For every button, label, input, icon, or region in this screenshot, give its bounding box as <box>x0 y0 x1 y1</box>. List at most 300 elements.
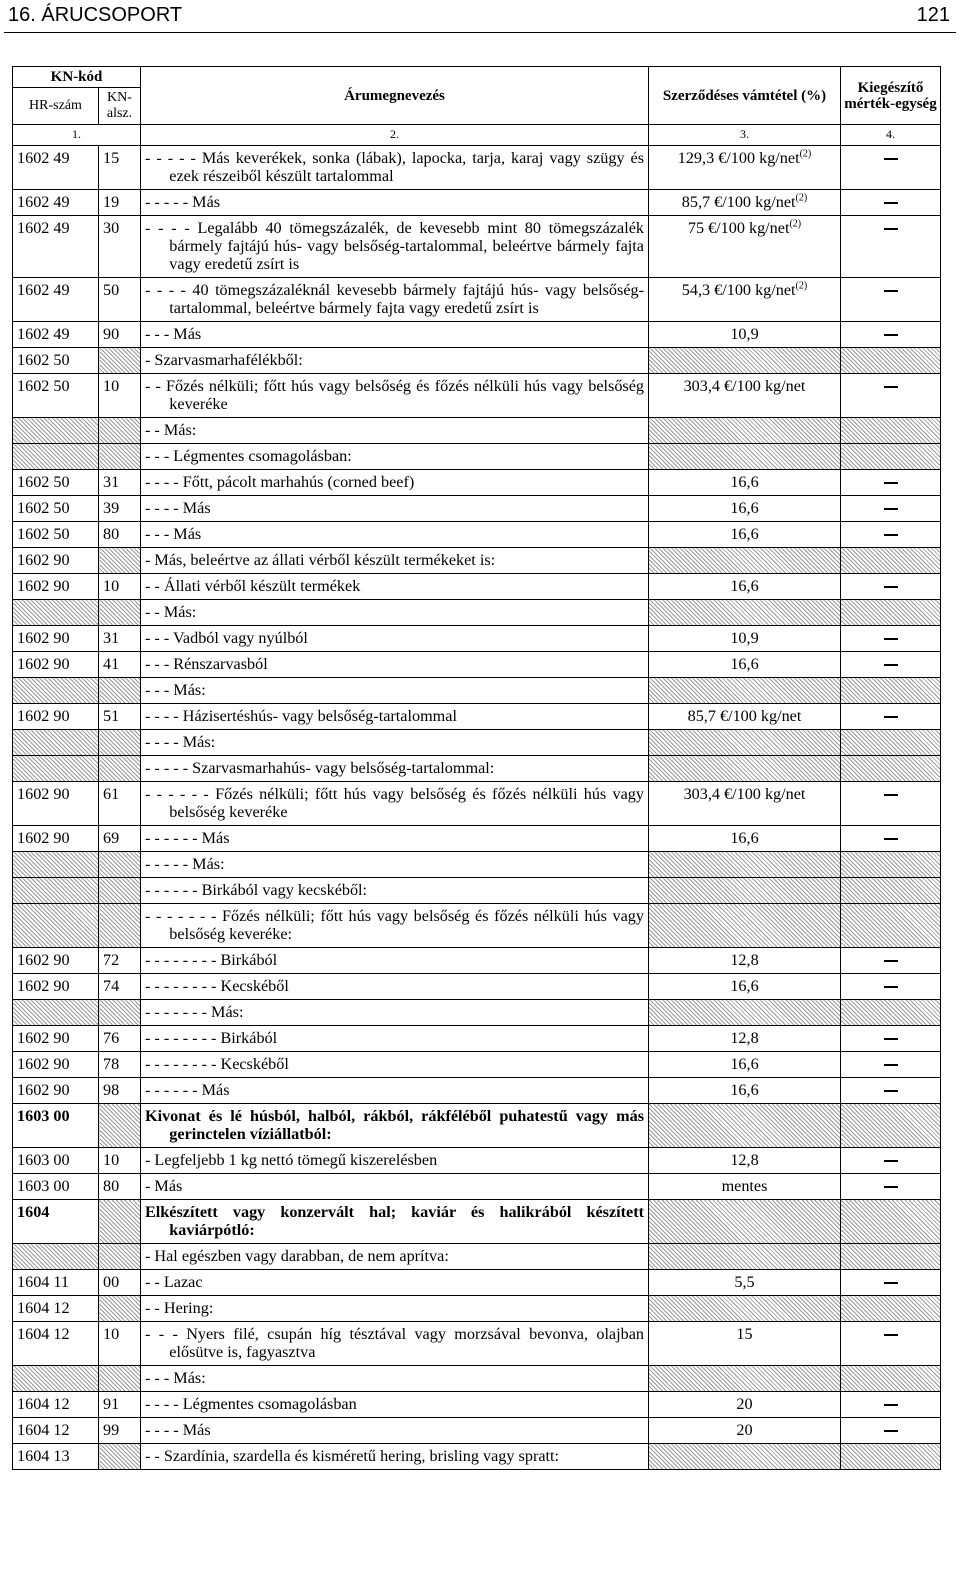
kn-sub-cell: 80 <box>99 522 141 548</box>
description-cell <box>141 826 649 852</box>
dash-mark <box>884 638 898 640</box>
description-text: - - - - - - Főzés nélküli; főtt hús vagy belsőség és főzés nélküli hús vagy belsőség keveréke <box>145 785 644 821</box>
duty-cell <box>649 1174 841 1200</box>
unit-cell <box>841 1322 941 1366</box>
kn-sub-cell <box>99 1244 141 1270</box>
duty-cell <box>649 374 841 418</box>
description-text: - - - - - - Más <box>145 1081 230 1099</box>
dash-mark <box>884 1404 898 1406</box>
table-row <box>13 878 941 904</box>
kn-sub-cell: 80 <box>99 1174 141 1200</box>
description-cell <box>141 1418 649 1444</box>
dash-mark <box>884 334 898 336</box>
description-cell <box>141 904 649 948</box>
footnote-ref: (2) <box>789 218 802 230</box>
description-text: - - - Rénszarvasból <box>145 655 268 673</box>
description-cell <box>141 216 649 278</box>
duty-cell <box>649 418 841 444</box>
description-text: Elkészített vagy konzervált hal; kaviár és halikrából készített kaviárpótló: <box>145 1203 644 1239</box>
unit-cell <box>841 1078 941 1104</box>
description-cell <box>141 322 649 348</box>
description-text: - - - Más: <box>145 1369 206 1387</box>
duty-cell <box>649 1078 841 1104</box>
description-text: - - - - - Más: <box>145 855 225 873</box>
description-cell <box>141 730 649 756</box>
unit-cell <box>841 1200 941 1244</box>
duty-value: 16,6 <box>730 577 759 595</box>
hr-number-cell: 1602 50 <box>13 374 99 418</box>
duty-cell <box>649 496 841 522</box>
unit-cell <box>841 348 941 374</box>
table-row <box>13 470 941 496</box>
table-row <box>13 652 941 678</box>
hr-number-cell: 1603 00 <box>13 1104 99 1148</box>
description-text: - - - Légmentes csomagolásban: <box>145 447 352 465</box>
description-cell <box>141 470 649 496</box>
unit-cell <box>841 652 941 678</box>
duty-cell <box>649 1148 841 1174</box>
kn-sub-cell <box>99 852 141 878</box>
dash-mark <box>884 508 898 510</box>
kn-sub-cell: 90 <box>99 322 141 348</box>
duty-cell <box>649 444 841 470</box>
table-row <box>13 418 941 444</box>
hr-number-cell: 1602 90 <box>13 782 99 826</box>
table-row <box>13 278 941 322</box>
unit-cell <box>841 1444 941 1470</box>
description-cell <box>141 146 649 190</box>
unit-cell <box>841 322 941 348</box>
table-row <box>13 574 941 600</box>
description-cell <box>141 600 649 626</box>
unit-cell <box>841 782 941 826</box>
kn-sub-cell: 10 <box>99 374 141 418</box>
description-cell <box>141 1392 649 1418</box>
hr-number-cell: 1603 00 <box>13 1148 99 1174</box>
description-cell <box>141 1026 649 1052</box>
unit-cell <box>841 548 941 574</box>
duty-cell <box>649 652 841 678</box>
kn-sub-cell <box>99 1200 141 1244</box>
description-cell <box>141 782 649 826</box>
dash-mark <box>884 1090 898 1092</box>
dash-mark <box>884 202 898 204</box>
duty-cell <box>649 522 841 548</box>
table-row <box>13 948 941 974</box>
page-header <box>8 2 952 30</box>
dash-mark <box>884 1186 898 1188</box>
unit-cell <box>841 678 941 704</box>
unit-cell <box>841 974 941 1000</box>
hr-number-cell <box>13 678 99 704</box>
table-row <box>13 1200 941 1244</box>
unit-cell <box>841 1244 941 1270</box>
kn-sub-cell <box>99 418 141 444</box>
footnote-ref: (2) <box>795 192 808 204</box>
hr-number-cell: 1604 11 <box>13 1270 99 1296</box>
duty-cell <box>649 1270 841 1296</box>
unit-cell <box>841 1366 941 1392</box>
unit-cell <box>841 1026 941 1052</box>
table-row <box>13 678 941 704</box>
description-text: - - - Más <box>145 325 202 343</box>
kn-sub-cell: 51 <box>99 704 141 730</box>
duty-value: 15 <box>736 1325 753 1343</box>
duty-value: 16,6 <box>730 499 759 517</box>
kn-sub-cell: 00 <box>99 1270 141 1296</box>
dash-mark <box>884 158 898 160</box>
description-text: - - - - Más <box>145 1421 211 1439</box>
duty-value: 54,3 €/100 kg/net <box>681 281 796 299</box>
kn-sub-cell: 15 <box>99 146 141 190</box>
unit-cell <box>841 878 941 904</box>
table-row <box>13 322 941 348</box>
unit-cell <box>841 852 941 878</box>
description-text: - - - Vadból vagy nyúlból <box>145 629 308 647</box>
hr-number-cell: 1602 90 <box>13 548 99 574</box>
description-text: - - - - Más <box>145 499 211 517</box>
unit-cell <box>841 470 941 496</box>
description-cell <box>141 878 649 904</box>
description-cell <box>141 1148 649 1174</box>
table-row <box>13 600 941 626</box>
kn-sub-cell <box>99 1366 141 1392</box>
description-text: - - - - - Szarvasmarhahús- vagy belsőség-tartalommal: <box>145 759 495 777</box>
chapter-title: 16. ÁRUCSOPORT <box>8 4 183 26</box>
duty-value: 303,4 €/100 kg/net <box>683 785 806 803</box>
duty-cell <box>649 948 841 974</box>
kn-sub-cell <box>99 1444 141 1470</box>
hr-number-cell: 1602 90 <box>13 704 99 730</box>
duty-value: 5,5 <box>734 1273 755 1291</box>
unit-cell <box>841 496 941 522</box>
duty-cell <box>649 852 841 878</box>
hr-number-cell <box>13 600 99 626</box>
description-cell <box>141 1444 649 1470</box>
hr-number-cell: 1602 49 <box>13 190 99 216</box>
kn-sub-cell <box>99 444 141 470</box>
table-header <box>13 67 941 146</box>
description-text: Kivonat és lé húsból, halból, rákból, rákféléből puhatestű vagy más gerinctelen víziállatból: <box>145 1107 644 1143</box>
hr-number-cell: 1602 90 <box>13 1052 99 1078</box>
header-rule <box>4 32 956 33</box>
unit-cell <box>841 626 941 652</box>
duty-cell <box>649 1444 841 1470</box>
tariff-table <box>12 66 941 1470</box>
kn-sub-cell <box>99 878 141 904</box>
dash-mark <box>884 1430 898 1432</box>
duty-value: 85,7 €/100 kg/net <box>681 193 796 211</box>
duty-cell <box>649 548 841 574</box>
description-header: Árumegnevezés <box>141 67 649 125</box>
duty-cell <box>649 216 841 278</box>
duty-cell <box>649 1296 841 1322</box>
table-row <box>13 548 941 574</box>
hr-number-cell <box>13 904 99 948</box>
kn-sub-cell: 50 <box>99 278 141 322</box>
hr-number-cell <box>13 1366 99 1392</box>
duty-value: 16,6 <box>730 473 759 491</box>
duty-cell <box>649 1104 841 1148</box>
hr-number-cell: 1602 50 <box>13 496 99 522</box>
duty-value: 303,4 €/100 kg/net <box>683 377 806 395</box>
duty-value: 16,6 <box>730 655 759 673</box>
description-cell <box>141 496 649 522</box>
kn-sub-header: KN-alsz. <box>99 88 141 125</box>
footnote-ref: (2) <box>795 280 808 292</box>
hr-number-cell: 1602 90 <box>13 826 99 852</box>
duty-header: Szerződéses vámtétel (%) <box>649 67 841 125</box>
duty-cell <box>649 1026 841 1052</box>
unit-cell <box>841 190 941 216</box>
description-text: - - Állati vérből készült termékek <box>145 577 361 595</box>
kn-sub-cell: 76 <box>99 1026 141 1052</box>
hr-number-cell: 1602 49 <box>13 322 99 348</box>
table-row <box>13 852 941 878</box>
description-text: - - - - - - - Főzés nélküli; főtt hús vagy belsőség és főzés nélküli hús vagy belsőség keveréke: <box>145 907 644 943</box>
kn-sub-cell: 41 <box>99 652 141 678</box>
table-row <box>13 1104 941 1148</box>
kn-sub-cell <box>99 1104 141 1148</box>
hr-number-cell: 1604 12 <box>13 1392 99 1418</box>
table-row <box>13 146 941 190</box>
description-text: - Szarvasmarhafélékből: <box>145 351 303 369</box>
description-text: - - - - - - - - Kecskéből <box>145 977 289 995</box>
unit-cell <box>841 574 941 600</box>
kn-sub-cell <box>99 904 141 948</box>
unit-cell <box>841 600 941 626</box>
description-cell <box>141 974 649 1000</box>
hr-number-cell: 1602 90 <box>13 974 99 1000</box>
description-text: - - - Nyers filé, csupán híg tésztával vagy morzsával bevonva, olajban elősütve is, fagyasztva <box>145 1325 644 1361</box>
dash-mark <box>884 534 898 536</box>
duty-value: 129,3 €/100 kg/net <box>677 149 800 167</box>
unit-cell <box>841 444 941 470</box>
duty-cell <box>649 782 841 826</box>
kn-sub-cell <box>99 1296 141 1322</box>
duty-cell <box>649 1244 841 1270</box>
kn-sub-cell: 69 <box>99 826 141 852</box>
table-row <box>13 756 941 782</box>
table-row <box>13 1444 941 1470</box>
kn-sub-cell: 31 <box>99 470 141 496</box>
duty-value: 16,6 <box>730 1081 759 1099</box>
dash-mark <box>884 1038 898 1040</box>
table-row <box>13 730 941 756</box>
hr-number-cell <box>13 1000 99 1026</box>
table-row <box>13 904 941 948</box>
hr-number-cell <box>13 1244 99 1270</box>
duty-value: mentes <box>721 1177 768 1195</box>
description-cell <box>141 1200 649 1244</box>
description-text: - - - - - - Más <box>145 829 230 847</box>
duty-cell <box>649 626 841 652</box>
dash-mark <box>884 386 898 388</box>
duty-cell <box>649 704 841 730</box>
table-row <box>13 1148 941 1174</box>
hr-number-cell: 1602 90 <box>13 1078 99 1104</box>
duty-cell <box>649 470 841 496</box>
hr-number-cell: 1604 12 <box>13 1418 99 1444</box>
description-text: - - - - - - - - Birkából <box>145 951 278 969</box>
dash-mark <box>884 1334 898 1336</box>
table-row <box>13 782 941 826</box>
description-cell <box>141 756 649 782</box>
kn-sub-cell: 98 <box>99 1078 141 1104</box>
table-row <box>13 1052 941 1078</box>
dash-mark <box>884 794 898 796</box>
col-number: 4. <box>841 125 941 146</box>
unit-cell <box>841 730 941 756</box>
hr-number-header: HR-szám <box>13 88 99 125</box>
kn-sub-cell <box>99 348 141 374</box>
table-row <box>13 1392 941 1418</box>
duty-cell <box>649 826 841 852</box>
table-row <box>13 626 941 652</box>
hr-number-cell <box>13 852 99 878</box>
description-text: - - - - Házisertéshús- vagy belsőség-tartalommal <box>145 707 457 725</box>
duty-value: 12,8 <box>730 1151 759 1169</box>
description-text: - - - - - Más <box>145 193 221 211</box>
description-text: - - - Más <box>145 525 202 543</box>
description-cell <box>141 1000 649 1026</box>
description-text: - - - Más: <box>145 681 206 699</box>
description-cell <box>141 948 649 974</box>
duty-value: 75 €/100 kg/net <box>687 219 790 237</box>
kn-sub-cell: 31 <box>99 626 141 652</box>
unit-cell <box>841 756 941 782</box>
duty-cell <box>649 1366 841 1392</box>
duty-cell <box>649 904 841 948</box>
unit-header: Kiegészítő mérték-egység <box>841 67 941 125</box>
duty-cell <box>649 348 841 374</box>
unit-cell <box>841 1174 941 1200</box>
kn-sub-cell: 10 <box>99 1148 141 1174</box>
description-cell <box>141 374 649 418</box>
description-cell <box>141 1296 649 1322</box>
unit-cell <box>841 704 941 730</box>
kn-sub-cell: 99 <box>99 1418 141 1444</box>
duty-value: 85,7 €/100 kg/net <box>687 707 802 725</box>
duty-cell <box>649 974 841 1000</box>
description-text: - - - - - Más keverékek, sonka (lábak), lapocka, tarja, karaj vagy szügy és ezek részeiből készült tartalommal <box>145 149 644 185</box>
footnote-ref: (2) <box>799 148 812 160</box>
duty-value: 12,8 <box>730 1029 759 1047</box>
description-text: - - - - Főtt, pácolt marhahús (corned beef) <box>145 473 415 491</box>
kn-sub-cell <box>99 678 141 704</box>
description-text: - - - - - - - - Birkából <box>145 1029 278 1047</box>
hr-number-cell <box>13 444 99 470</box>
dash-mark <box>884 960 898 962</box>
dash-mark <box>884 838 898 840</box>
hr-number-cell: 1604 <box>13 1200 99 1244</box>
table-row <box>13 1296 941 1322</box>
hr-number-cell: 1602 90 <box>13 652 99 678</box>
description-cell <box>141 652 649 678</box>
hr-number-cell <box>13 730 99 756</box>
description-cell <box>141 522 649 548</box>
hr-number-cell: 1602 90 <box>13 574 99 600</box>
description-text: - Más, beleértve az állati vérből készült termékeket is: <box>145 551 496 569</box>
hr-number-cell: 1602 90 <box>13 626 99 652</box>
duty-value: 16,6 <box>730 1055 759 1073</box>
dash-mark <box>884 482 898 484</box>
kn-sub-cell <box>99 730 141 756</box>
description-cell <box>141 418 649 444</box>
unit-cell <box>841 948 941 974</box>
table-row <box>13 216 941 278</box>
table-row <box>13 1244 941 1270</box>
description-text: - - - - Más: <box>145 733 216 751</box>
unit-cell <box>841 1104 941 1148</box>
duty-cell <box>649 678 841 704</box>
unit-cell <box>841 418 941 444</box>
table-row <box>13 190 941 216</box>
unit-cell <box>841 522 941 548</box>
kn-sub-cell: 91 <box>99 1392 141 1418</box>
hr-number-cell <box>13 418 99 444</box>
description-text: - Legfeljebb 1 kg nettó tömegű kiszerelésben <box>145 1151 438 1169</box>
duty-cell <box>649 190 841 216</box>
table-row <box>13 826 941 852</box>
kn-sub-cell: 19 <box>99 190 141 216</box>
dash-mark <box>884 986 898 988</box>
duty-cell <box>649 1200 841 1244</box>
description-cell <box>141 348 649 374</box>
duty-value: 20 <box>736 1421 753 1439</box>
description-text: - - - - - - - - Kecskéből <box>145 1055 289 1073</box>
hr-number-cell <box>13 756 99 782</box>
duty-value: 12,8 <box>730 951 759 969</box>
unit-cell <box>841 216 941 278</box>
col-number: 3. <box>649 125 841 146</box>
description-text: - - Más: <box>145 603 197 621</box>
duty-cell <box>649 878 841 904</box>
dash-mark <box>884 290 898 292</box>
col-number: 2. <box>141 125 649 146</box>
unit-cell <box>841 1052 941 1078</box>
hr-number-cell: 1604 13 <box>13 1444 99 1470</box>
kn-sub-cell <box>99 756 141 782</box>
description-cell <box>141 1366 649 1392</box>
duty-cell <box>649 1322 841 1366</box>
description-text: - - - - 40 tömegszázaléknál kevesebb bármely fajtájú hús- vagy belsőség-tartalommal, beleértve bármely fajta vagy eredetű zsírt is <box>145 281 644 317</box>
description-cell <box>141 1052 649 1078</box>
table-row <box>13 522 941 548</box>
unit-cell <box>841 1270 941 1296</box>
duty-cell <box>649 146 841 190</box>
duty-value: 20 <box>736 1395 753 1413</box>
table-row <box>13 704 941 730</box>
description-cell <box>141 1270 649 1296</box>
description-cell <box>141 574 649 600</box>
description-text: - - - - - - Birkából vagy kecskéből: <box>145 881 368 899</box>
description-text: - - - - - - - Más: <box>145 1003 244 1021</box>
description-cell <box>141 444 649 470</box>
hr-number-cell: 1602 49 <box>13 216 99 278</box>
description-cell <box>141 1078 649 1104</box>
kn-sub-cell: 10 <box>99 1322 141 1366</box>
duty-value: 10,9 <box>730 629 759 647</box>
table-row <box>13 348 941 374</box>
duty-cell <box>649 1418 841 1444</box>
unit-cell <box>841 146 941 190</box>
duty-cell <box>649 1052 841 1078</box>
description-cell <box>141 704 649 730</box>
duty-cell <box>649 1000 841 1026</box>
table-body <box>13 146 941 1470</box>
table-row <box>13 974 941 1000</box>
